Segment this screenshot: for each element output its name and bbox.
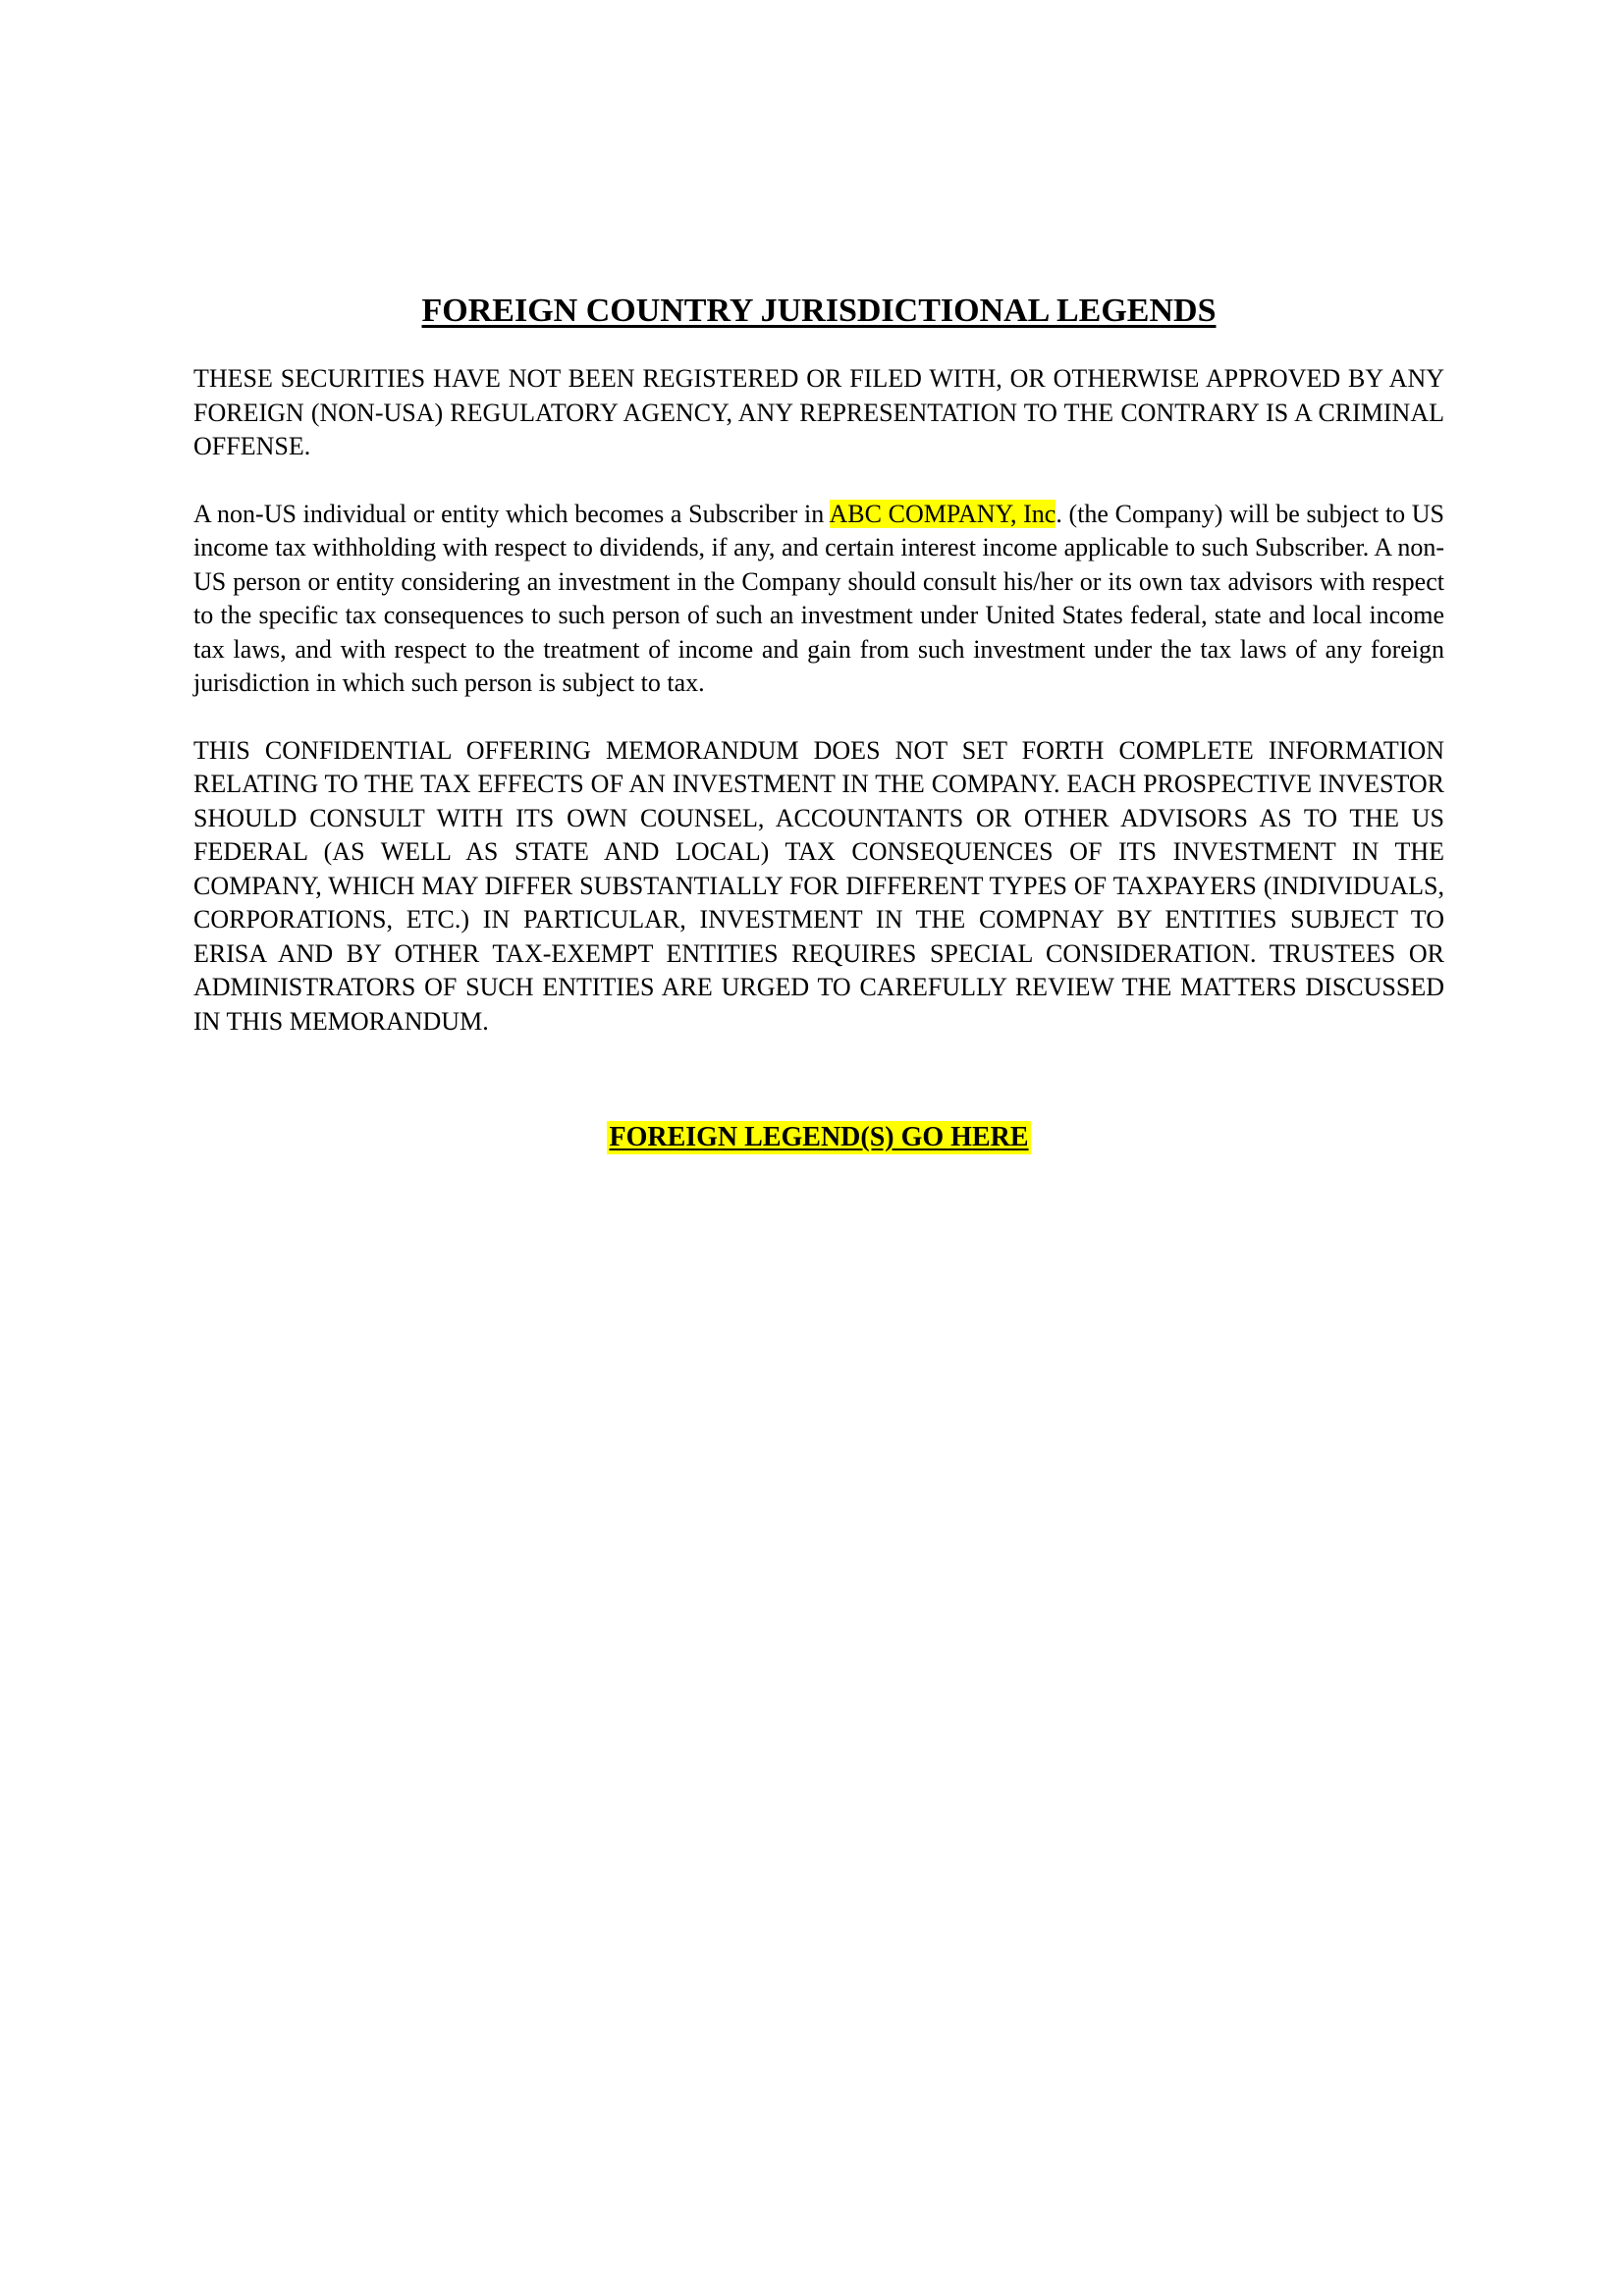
tax-withholding-paragraph [193, 498, 1444, 701]
registration-disclaimer-paragraph: THESE SECURITIES HAVE NOT BEEN REGISTERED OR FILED WITH, OR OTHERWISE APPROVED BY ANY FOREIGN (NON-USA) REGULATORY AGENCY, ANY REPRESENTATION TO THE CONTRARY IS A CRIMINAL OFFENSE. [193, 364, 1444, 460]
company-name-highlight: ABC COMPANY, Inc [829, 499, 1056, 528]
document-title: FOREIGN COUNTRY JURISDICTIONAL LEGENDS [421, 293, 1217, 329]
confidential-memorandum-paragraph: THIS CONFIDENTIAL OFFERING MEMORANDUM DOES NOT SET FORTH COMPLETE INFORMATION RELATING TO THE TAX EFFECTS OF AN INVESTMENT IN THE COMPANY. EACH PROSPECTIVE INVESTOR SHOULD CONSULT WITH ITS OWN COUNSEL, ACCOUNTANTS OR OTHER ADVISORS AS TO THE US FEDERAL (AS WELL AS STATE AND LOCAL) TAX CONSEQUENCES OF ITS INVESTMENT IN THE COMPANY, WHICH MAY DIFFER SUBSTANTIALLY FOR DIFFERENT TYPES OF TAXPAYERS (INDIVIDUALS, CORPORATIONS, ETC.) IN PARTICULAR, INVESTMENT IN THE COMPNAY BY ENTITIES SUBJECT TO ERISA AND BY OTHER TAX-EXEMPT ENTITIES REQUIRES SPECIAL CONSIDERATION. TRUSTEES OR ADMINISTRATORS OF SUCH ENTITIES ARE URGED TO CAREFULLY REVIEW THE MATTERS DISCUSSED IN THIS MEMORANDUM. [193, 735, 1444, 1036]
tax-paragraph-intro: A non-US individual or entity which becomes a Subscriber in [193, 499, 830, 528]
foreign-legend-placeholder: FOREIGN LEGEND(S) GO HERE [609, 1122, 1029, 1152]
foreign-legend-placeholder-block [193, 1121, 1444, 1154]
tax-paragraph-rest: . (the Company) will be subject to US income tax withholding with respect to dividends, if any, and certain interest income applicable to such Subscriber. A non-US person or entity considering an investment in the Company should consult his/her or its own tax advisors with respect to the specific tax consequences to such person of such an investment under United States federal, state and local income tax laws, and with respect to the treatment of income and gain from such investment under the tax laws of any foreign jurisdiction in which such person is subject to tax. [193, 499, 1444, 697]
document-body [193, 290, 1444, 1154]
